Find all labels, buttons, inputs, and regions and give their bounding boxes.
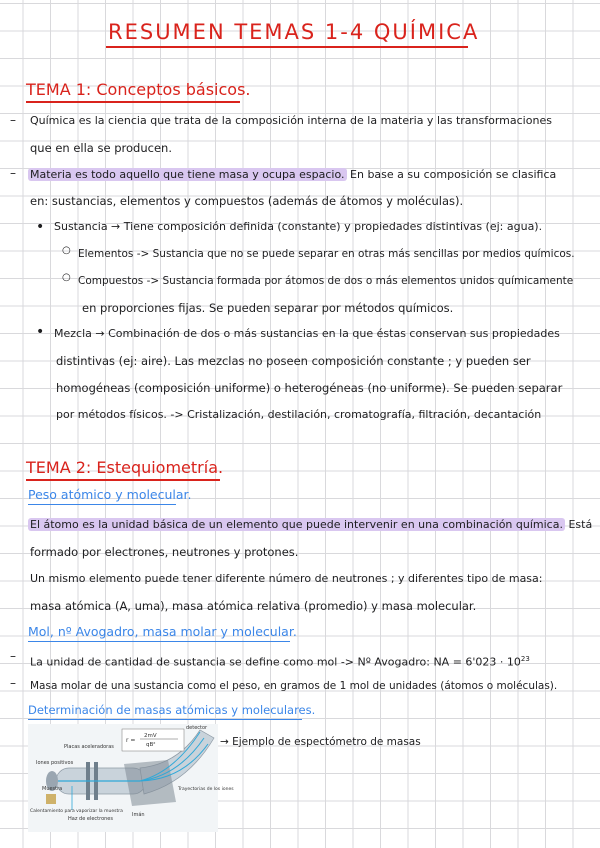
determinacion-subheading: Determinación de masas atómicas y moleculares. [28, 703, 316, 717]
elementos-line: Elementos -> Sustancia que no se puede separar en otras más sencillas por medios químicos. [78, 248, 575, 260]
mezcla-line1: Mezcla → Combinación de dos o más sustancias en la que éstas conservan sus propiedades [54, 327, 560, 340]
materia-rest: En base a su composición se clasifica [350, 168, 557, 181]
mezcla-line2: distintivas (ej: aire). Las mezclas no poseen composición constante ; y pueden ser [56, 354, 531, 368]
tema2-heading: TEMA 2: Estequiometría. [26, 458, 224, 477]
isotopo-line2: masa atómica (A, uma), masa atómica relativa (promedio) y masa molecular. [30, 599, 477, 613]
label-calentamiento: Calentamiento para vaporizar la muestra [30, 809, 123, 814]
circle-bullet: ○ [62, 272, 71, 283]
materia-highlight: Materia es todo aquello que tiene masa y ocupa espacio. [30, 168, 345, 181]
atomo-line1 [28, 517, 592, 533]
tema1-p1-line1: Química es la ciencia que trata de la composición interna de la materia y las transformaciones [30, 114, 552, 127]
label-trayectorias: Trayectorias de los iones [178, 787, 234, 792]
mezcla-line3: homogéneas (composición uniforme) o heterogéneas (no uniforme). Se pueden separar [56, 381, 563, 395]
circle-bullet: ○ [62, 245, 71, 256]
mol-underline [28, 641, 290, 642]
label-placas: Placas aceleradoras [64, 744, 114, 750]
mol-text: La unidad de cantidad de sustancia se define como mol -> Nº Avogadro: NA = 6'023 · 10 [30, 655, 521, 669]
tema1-heading-underline [26, 101, 240, 103]
mol-line [30, 651, 530, 671]
dash-bullet: – [10, 649, 16, 663]
dot-bullet: • [36, 324, 45, 340]
mass-spectrometer-figure [28, 724, 234, 832]
dot-bullet: • [36, 219, 45, 235]
label-iones-positivos: Iones positivos [36, 760, 74, 766]
dash-bullet: – [10, 676, 16, 690]
peso-atomico-subheading: Peso atómico y molecular. [28, 487, 192, 502]
figure-caption: → Ejemplo de espectómetro de masas [220, 736, 421, 748]
mezcla-line4: por métodos físicos. -> Cristalización, destilación, cromatografía, filtración, decantación [56, 408, 542, 421]
formula-denominator: qB² [146, 742, 156, 748]
formula-r: r = [126, 737, 136, 744]
page-title: RESUMEN TEMAS 1-4 QUÍMICA [108, 20, 480, 44]
atomo-line2: formado por electrones, neutrones y protones. [30, 545, 299, 559]
dash-bullet: – [10, 166, 16, 180]
isotopo-line1: Un mismo elemento puede tener diferente número de neutrones ; y diferentes tipo de masa: [30, 572, 543, 585]
compuestos-line1: Compuestos -> Sustancia formada por átomos de dos o más elementos unidos químicamente [78, 275, 574, 287]
avogadro-exponent: 23 [520, 655, 530, 663]
compuestos-line2: en proporciones fijas. Se pueden separar por métodos químicos. [82, 301, 454, 315]
label-iman: Imán [132, 812, 145, 818]
tema2-heading-underline [26, 479, 220, 481]
formula-numerator: 2mV [144, 733, 157, 739]
tema1-p1-line2: que en ella se producen. [30, 141, 172, 155]
dash-bullet: – [10, 113, 16, 127]
tema1-p2-line2: en: sustancias, elementos y compuestos (además de átomos y moléculas). [30, 194, 464, 208]
tema1-heading: TEMA 1: Conceptos básicos. [26, 80, 251, 99]
mass-spectrometer-diagram [28, 724, 234, 832]
tema1-p2-line1 [28, 167, 556, 183]
atomo-rest: Está [568, 518, 593, 531]
peso-atomico-underline [28, 504, 176, 505]
label-haz-electrones: Haz de electrones [68, 816, 113, 822]
determinacion-underline [28, 719, 302, 720]
masa-molar-line: Masa molar de una sustancia como el peso, en gramos de 1 mol de unidades (átomos o moléculas). [30, 680, 558, 692]
mol-subheading: Mol, nº Avogadro, masa molar y molecular. [28, 624, 297, 639]
label-muestra: Muestra [42, 786, 63, 792]
sustancia-line: Sustancia → Tiene composición definida (constante) y propiedades distintivas (ej: agua). [54, 220, 543, 233]
heater [46, 794, 56, 804]
label-detector: detector [186, 725, 208, 731]
atomo-highlight: El átomo es la unidad básica de un elemento que puede intervenir en una combinación química. [30, 518, 563, 531]
title-underline [106, 46, 468, 48]
